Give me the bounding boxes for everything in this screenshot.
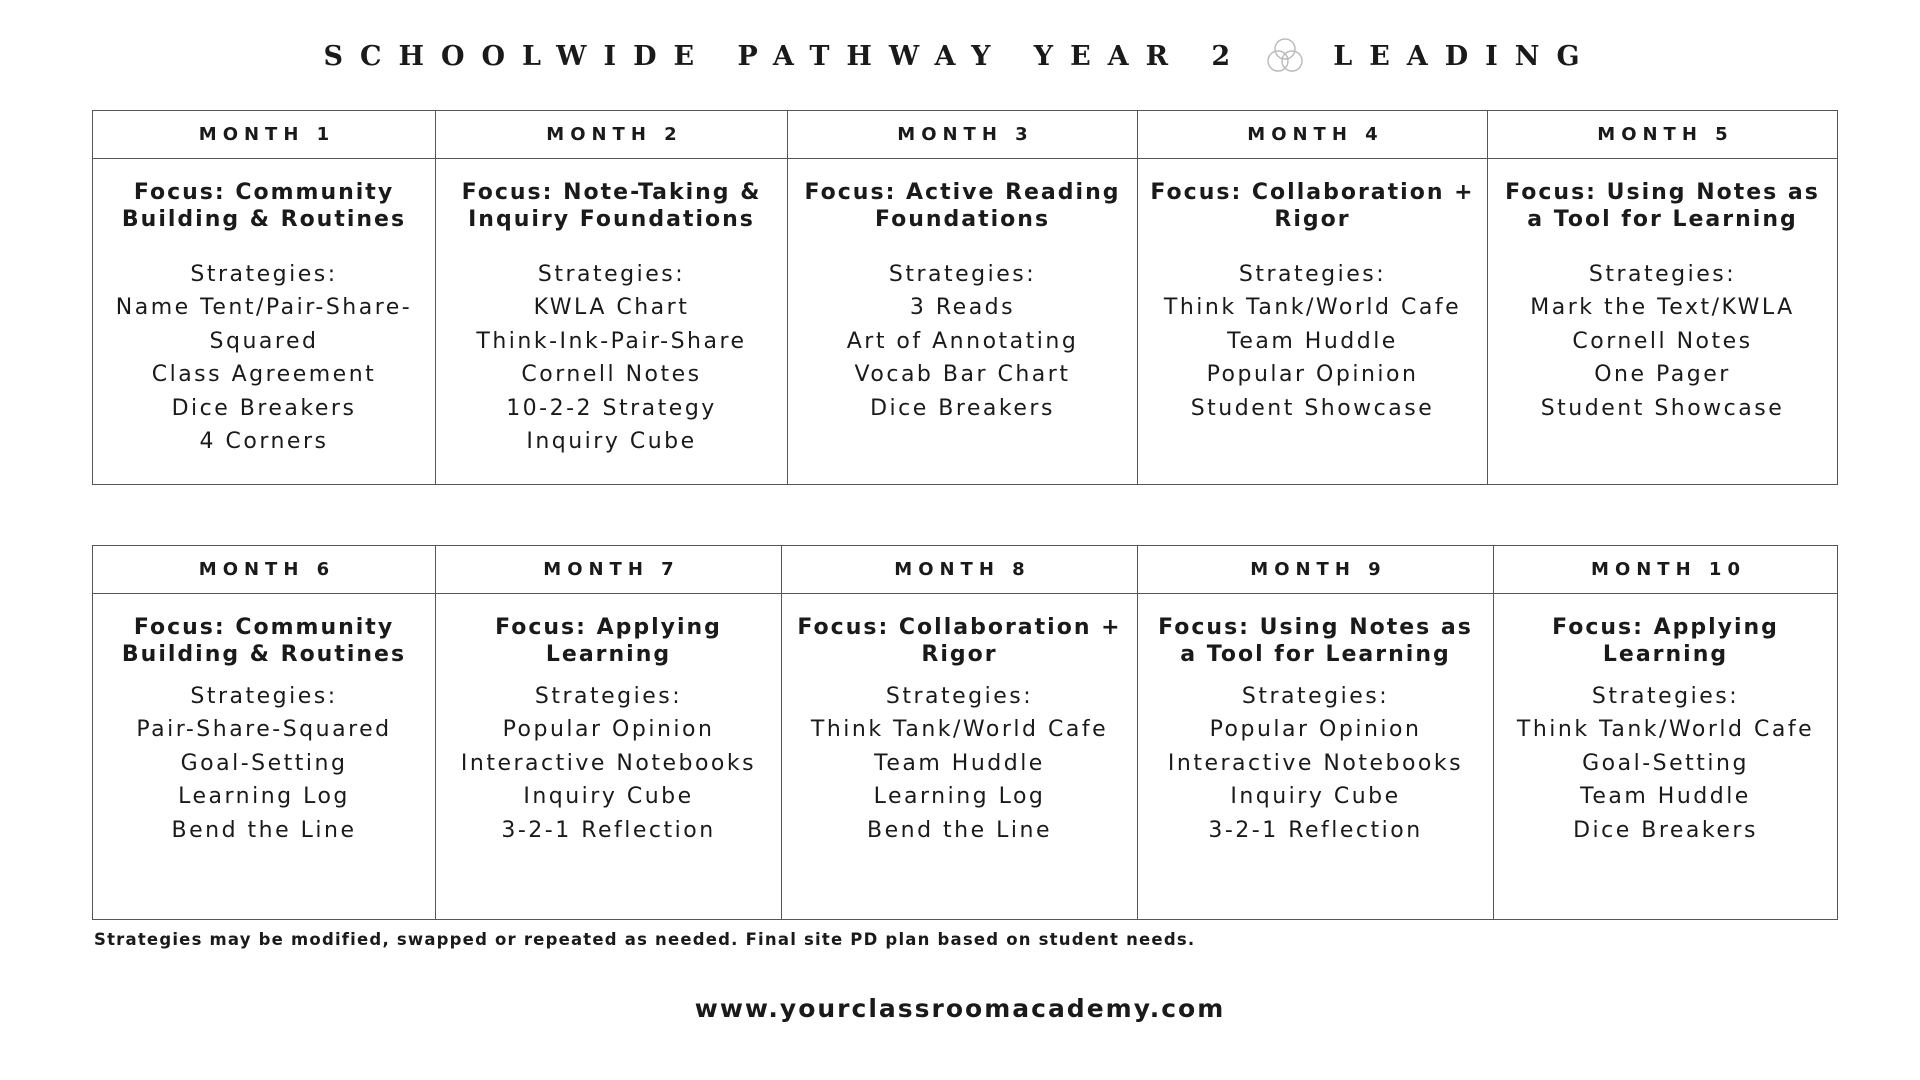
- focus-title: Learning: [545, 642, 672, 667]
- focus-title: Inquiry Foundations: [468, 207, 755, 232]
- strategy-item: Student Showcase: [1190, 395, 1435, 421]
- strategy-item: Vocab Bar Chart: [854, 362, 1071, 387]
- focus-title: Focus: Note-Taking &: [461, 180, 762, 205]
- strategy-item: KWLA Chart: [533, 295, 690, 320]
- month-column: [436, 111, 788, 485]
- month-column: [1138, 546, 1494, 920]
- month-header: MONTH 6: [93, 546, 435, 594]
- strategy-item: Popular Opinion: [1209, 717, 1422, 742]
- strategy-item: Popular Opinion: [502, 717, 715, 742]
- focus-title: Focus: Community: [133, 180, 395, 205]
- strategy-item: Art of Annotating: [846, 328, 1079, 354]
- strategies-label: Strategies:: [1588, 262, 1737, 287]
- strategy-item: Cornell Notes: [1572, 328, 1753, 354]
- strategy-item: Goal-Setting: [180, 750, 348, 776]
- month-header: MONTH 9: [1138, 546, 1493, 594]
- strategy-item: Learning Log: [873, 784, 1046, 809]
- focus-title: Focus: Collaboration +: [797, 615, 1122, 640]
- focus-title: Building & Routines: [121, 207, 407, 232]
- focus-title: Foundations: [874, 207, 1051, 232]
- strategy-item: Name Tent/Pair-Share-: [115, 295, 413, 320]
- month-content: [93, 594, 435, 919]
- month-header: MONTH 1: [93, 111, 435, 159]
- months-table-1-5: [92, 110, 1838, 485]
- strategy-item: Think-Ink-Pair-Share: [476, 328, 747, 354]
- month-header: MONTH 3: [788, 111, 1137, 159]
- title-right: LEADING: [1333, 40, 1597, 72]
- strategy-item: Bend the Line: [171, 817, 357, 843]
- website-link[interactable]: www.yourclassroomacademy.com: [694, 994, 1226, 1023]
- strategy-item: Dice Breakers: [171, 395, 357, 421]
- strategy-item: Think Tank/World Cafe: [1516, 717, 1815, 742]
- month-column: [1494, 546, 1838, 920]
- strategy-item: Mark the Text/KWLA: [1530, 295, 1795, 320]
- month-content: [1488, 159, 1837, 484]
- strategy-item: Dice Breakers: [870, 395, 1055, 421]
- month-content: [788, 159, 1137, 484]
- strategy-item: Dice Breakers: [1573, 817, 1758, 843]
- month-content: [1138, 594, 1493, 919]
- strategies-label: Strategies:: [1241, 684, 1390, 709]
- strategies-label: Strategies:: [1591, 684, 1740, 709]
- strategy-item: One Pager: [1594, 362, 1731, 387]
- month-header: MONTH 8: [782, 546, 1137, 594]
- months-table-6-10: [92, 545, 1838, 920]
- focus-title: Focus: Collaboration +: [1150, 180, 1475, 205]
- strategies-label: Strategies:: [885, 684, 1034, 709]
- month-content: [1494, 594, 1837, 919]
- strategies-label: Strategies:: [534, 684, 683, 709]
- month-header: MONTH 10: [1494, 546, 1837, 594]
- focus-title: Rigor: [1274, 207, 1351, 232]
- strategy-item: Interactive Notebooks: [460, 750, 757, 776]
- month-content: [436, 594, 781, 919]
- focus-title: Focus: Using Notes as: [1505, 180, 1820, 205]
- strategy-item: Squared: [209, 328, 319, 354]
- strategy-item: Pair-Share-Squared: [136, 717, 392, 742]
- month-column: [1138, 111, 1488, 485]
- strategy-item: Goal-Setting: [1582, 750, 1749, 776]
- month-header: MONTH 7: [436, 546, 781, 594]
- strategy-item: Inquiry Cube: [526, 429, 697, 454]
- focus-title: Focus: Applying: [1552, 615, 1779, 640]
- strategy-item: Think Tank/World Cafe: [1163, 295, 1462, 320]
- month-column: [436, 546, 782, 920]
- strategies-label: Strategies:: [537, 262, 686, 287]
- strategy-item: Team Huddle: [874, 750, 1045, 776]
- focus-title: Focus: Active Reading: [804, 180, 1121, 205]
- month-content: [1138, 159, 1487, 484]
- month-header: MONTH 5: [1488, 111, 1837, 159]
- focus-title: a Tool for Learning: [1180, 642, 1451, 667]
- strategy-item: Bend the Line: [867, 817, 1052, 843]
- strategies-label: Strategies:: [190, 684, 338, 709]
- month-header: MONTH 4: [1138, 111, 1487, 159]
- title-left: SCHOOLWIDE PATHWAY YEAR 2: [323, 40, 1248, 72]
- focus-title: a Tool for Learning: [1527, 207, 1798, 232]
- month-content: [436, 159, 787, 484]
- page-title: [0, 34, 1920, 78]
- strategies-label: Strategies:: [190, 262, 338, 287]
- month-column: [1488, 111, 1838, 485]
- strategy-item: Learning Log: [178, 784, 350, 809]
- focus-title: Focus: Using Notes as: [1158, 615, 1473, 640]
- strategy-item: Think Tank/World Cafe: [810, 717, 1109, 742]
- strategy-item: 3 Reads: [909, 295, 1016, 320]
- month-header: MONTH 2: [436, 111, 787, 159]
- strategy-item: Team Huddle: [1580, 784, 1751, 809]
- strategy-item: Class Agreement: [151, 362, 377, 387]
- strategy-item: Popular Opinion: [1206, 362, 1419, 387]
- strategy-item: 4 Corners: [199, 429, 329, 454]
- month-content: [93, 159, 435, 484]
- month-column: [782, 546, 1138, 920]
- strategies-label: Strategies:: [888, 262, 1037, 287]
- strategy-item: Team Huddle: [1227, 328, 1398, 354]
- strategies-label: Strategies:: [1238, 262, 1387, 287]
- focus-title: Focus: Applying: [495, 615, 722, 640]
- strategy-item: 3-2-1 Reflection: [1208, 817, 1423, 843]
- month-column: [93, 546, 436, 920]
- month-content: [782, 594, 1137, 919]
- strategy-item: Cornell Notes: [521, 362, 702, 387]
- focus-title: Learning: [1602, 642, 1729, 667]
- strategy-item: Inquiry Cube: [523, 784, 694, 809]
- focus-title: Focus: Community: [133, 615, 395, 640]
- strategy-item: Inquiry Cube: [1230, 784, 1401, 809]
- month-column: [93, 111, 436, 485]
- strategy-item: 3-2-1 Reflection: [501, 817, 716, 843]
- overlapping-circles-icon: [1263, 34, 1307, 78]
- strategy-item: Student Showcase: [1540, 395, 1785, 421]
- footer-note: Strategies may be modified, swapped or repeated as needed. Final site PD plan based on student needs.: [94, 930, 1196, 949]
- strategy-item: Interactive Notebooks: [1167, 750, 1464, 776]
- focus-title: Rigor: [921, 642, 998, 667]
- focus-title: Building & Routines: [121, 642, 407, 667]
- month-column: [788, 111, 1138, 485]
- strategy-item: 10-2-2 Strategy: [506, 395, 717, 421]
